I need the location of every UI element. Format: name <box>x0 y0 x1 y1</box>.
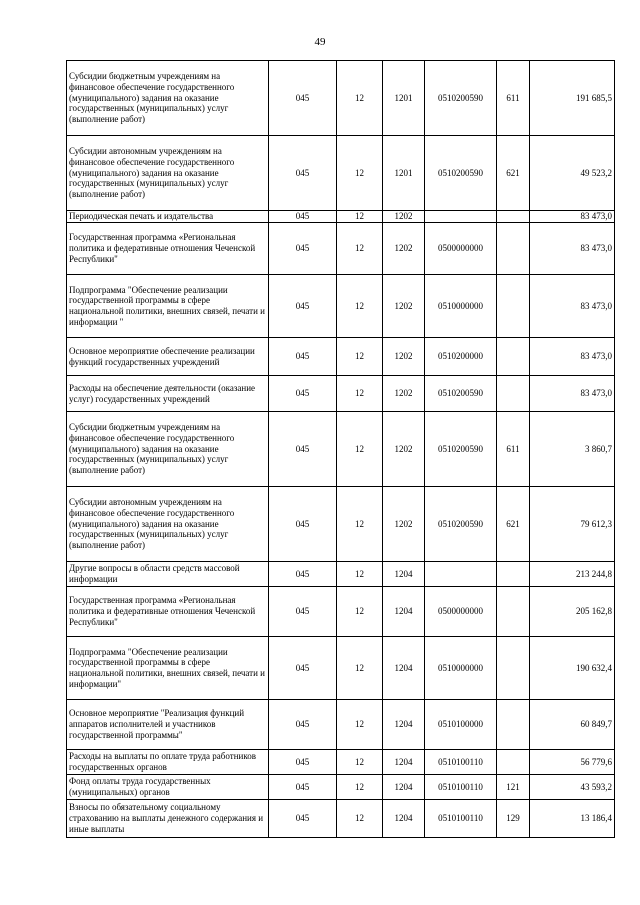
expense-type-code <box>497 376 530 412</box>
table-row <box>67 275 615 338</box>
amount: 83 473,0 <box>530 275 615 338</box>
ministry-code: 045 <box>269 211 337 223</box>
row-name: Подпрограмма "Обеспечение реализации государственной программы в сфере национальной политики, внешних связей, печати и информации" <box>67 637 269 700</box>
section-code: 12 <box>337 412 383 487</box>
table-row <box>67 775 615 800</box>
target-article-code: 0510200000 <box>425 338 497 376</box>
subsection-code: 1201 <box>383 61 425 136</box>
row-name: Расходы на обеспечение деятельности (оказание услуг) государственных учреждений <box>67 376 269 412</box>
expense-type-code: 121 <box>497 775 530 800</box>
row-name: Расходы на выплаты по оплате труда работников государственных органов <box>67 750 269 775</box>
expense-type-code: 611 <box>497 412 530 487</box>
section-code: 12 <box>337 562 383 587</box>
subsection-code: 1202 <box>383 338 425 376</box>
expense-type-code: 129 <box>497 800 530 838</box>
table-row <box>67 223 615 275</box>
target-article-code: 0510200590 <box>425 61 497 136</box>
section-code: 12 <box>337 223 383 275</box>
ministry-code: 045 <box>269 376 337 412</box>
budget-table <box>66 60 615 838</box>
section-code: 12 <box>337 775 383 800</box>
table-row <box>67 750 615 775</box>
table-row <box>67 562 615 587</box>
amount: 83 473,0 <box>530 338 615 376</box>
row-name: Периодическая печать и издательства <box>67 211 269 223</box>
ministry-code: 045 <box>269 700 337 750</box>
table-row <box>67 136 615 211</box>
expense-type-code <box>497 587 530 637</box>
expense-type-code: 621 <box>497 136 530 211</box>
subsection-code: 1202 <box>383 487 425 562</box>
amount: 43 593,2 <box>530 775 615 800</box>
section-code: 12 <box>337 700 383 750</box>
section-code: 12 <box>337 487 383 562</box>
ministry-code: 045 <box>269 61 337 136</box>
amount: 213 244,8 <box>530 562 615 587</box>
ministry-code: 045 <box>269 275 337 338</box>
table-row <box>67 637 615 700</box>
expense-type-code <box>497 562 530 587</box>
amount: 13 186,4 <box>530 800 615 838</box>
target-article-code: 0500000000 <box>425 587 497 637</box>
subsection-code: 1204 <box>383 700 425 750</box>
target-article-code <box>425 211 497 223</box>
row-name: Подпрограмма "Обеспечение реализации государственной программы в сфере национальной политики, внешних связей, печати и информации " <box>67 275 269 338</box>
amount: 191 685,5 <box>530 61 615 136</box>
row-name: Государственная программа «Региональная политика и федеративные отношения Чеченской Республики" <box>67 223 269 275</box>
expense-type-code: 611 <box>497 61 530 136</box>
table-row <box>67 211 615 223</box>
ministry-code: 045 <box>269 587 337 637</box>
row-name: Фонд оплаты труда государственных (муниципальных) органов <box>67 775 269 800</box>
amount: 79 612,3 <box>530 487 615 562</box>
subsection-code: 1202 <box>383 223 425 275</box>
ministry-code: 045 <box>269 136 337 211</box>
section-code: 12 <box>337 376 383 412</box>
row-name: Субсидии бюджетным учреждениям на финансовое обеспечение государственного (муниципального) задания на оказание государственных (муниципальных) услуг (выполнение работ) <box>67 412 269 487</box>
expense-type-code: 621 <box>497 487 530 562</box>
amount: 60 849,7 <box>530 700 615 750</box>
table-row <box>67 412 615 487</box>
row-name: Основное мероприятие "Реализация функций аппаратов исполнителей и участников государственной программы" <box>67 700 269 750</box>
section-code: 12 <box>337 61 383 136</box>
ministry-code: 045 <box>269 562 337 587</box>
expense-type-code <box>497 700 530 750</box>
page-number: 49 <box>314 36 326 48</box>
target-article-code: 0510200590 <box>425 376 497 412</box>
table-row <box>67 487 615 562</box>
ministry-code: 045 <box>269 800 337 838</box>
ministry-code: 045 <box>269 338 337 376</box>
amount: 205 162,8 <box>530 587 615 637</box>
table-row <box>67 587 615 637</box>
ministry-code: 045 <box>269 775 337 800</box>
section-code: 12 <box>337 136 383 211</box>
subsection-code: 1202 <box>383 376 425 412</box>
row-name: Государственная программа «Региональная политика и федеративные отношения Чеченской Республики" <box>67 587 269 637</box>
ministry-code: 045 <box>269 750 337 775</box>
target-article-code: 0510100110 <box>425 775 497 800</box>
row-name: Основное мероприятие обеспечение реализации функций государственных учреждений <box>67 338 269 376</box>
ministry-code: 045 <box>269 223 337 275</box>
target-article-code: 0510000000 <box>425 275 497 338</box>
subsection-code: 1204 <box>383 800 425 838</box>
section-code: 12 <box>337 275 383 338</box>
subsection-code: 1202 <box>383 211 425 223</box>
subsection-code: 1204 <box>383 587 425 637</box>
amount: 83 473,0 <box>530 211 615 223</box>
target-article-code: 0500000000 <box>425 223 497 275</box>
ministry-code: 045 <box>269 637 337 700</box>
row-name: Другие вопросы в области средств массовой информации <box>67 562 269 587</box>
target-article-code <box>425 562 497 587</box>
table-row <box>67 376 615 412</box>
target-article-code: 0510100000 <box>425 700 497 750</box>
section-code: 12 <box>337 211 383 223</box>
expense-type-code <box>497 223 530 275</box>
target-article-code: 0510100110 <box>425 750 497 775</box>
ministry-code: 045 <box>269 412 337 487</box>
section-code: 12 <box>337 637 383 700</box>
table-row <box>67 61 615 136</box>
section-code: 12 <box>337 338 383 376</box>
subsection-code: 1204 <box>383 637 425 700</box>
table-row <box>67 700 615 750</box>
expense-type-code <box>497 211 530 223</box>
section-code: 12 <box>337 587 383 637</box>
expense-type-code <box>497 750 530 775</box>
ministry-code: 045 <box>269 487 337 562</box>
target-article-code: 0510200590 <box>425 412 497 487</box>
target-article-code: 0510100110 <box>425 800 497 838</box>
expense-type-code <box>497 275 530 338</box>
row-name: Взносы по обязательному социальному страхованию на выплаты денежного содержания и иные выплаты <box>67 800 269 838</box>
subsection-code: 1201 <box>383 136 425 211</box>
subsection-code: 1204 <box>383 775 425 800</box>
expense-type-code <box>497 637 530 700</box>
amount: 190 632,4 <box>530 637 615 700</box>
row-name: Субсидии автономным учреждениям на финансовое обеспечение государственного (муниципального) задания на оказание государственных (муниципальных) услуг (выполнение работ) <box>67 487 269 562</box>
amount: 83 473,0 <box>530 223 615 275</box>
expense-type-code <box>497 338 530 376</box>
subsection-code: 1204 <box>383 562 425 587</box>
section-code: 12 <box>337 800 383 838</box>
amount: 49 523,2 <box>530 136 615 211</box>
target-article-code: 0510200590 <box>425 136 497 211</box>
target-article-code: 0510200590 <box>425 487 497 562</box>
row-name: Субсидии бюджетным учреждениям на финансовое обеспечение государственного (муниципального) задания на оказание государственных (муниципальных) услуг (выполнение работ) <box>67 61 269 136</box>
amount: 3 860,7 <box>530 412 615 487</box>
table-row <box>67 338 615 376</box>
amount: 83 473,0 <box>530 376 615 412</box>
section-code: 12 <box>337 750 383 775</box>
target-article-code: 0510000000 <box>425 637 497 700</box>
subsection-code: 1202 <box>383 412 425 487</box>
table-row <box>67 800 615 838</box>
subsection-code: 1204 <box>383 750 425 775</box>
row-name: Субсидии автономным учреждениям на финансовое обеспечение государственного (муниципального) задания на оказание государственных (муниципальных) услуг (выполнение работ) <box>67 136 269 211</box>
subsection-code: 1202 <box>383 275 425 338</box>
amount: 56 779,6 <box>530 750 615 775</box>
